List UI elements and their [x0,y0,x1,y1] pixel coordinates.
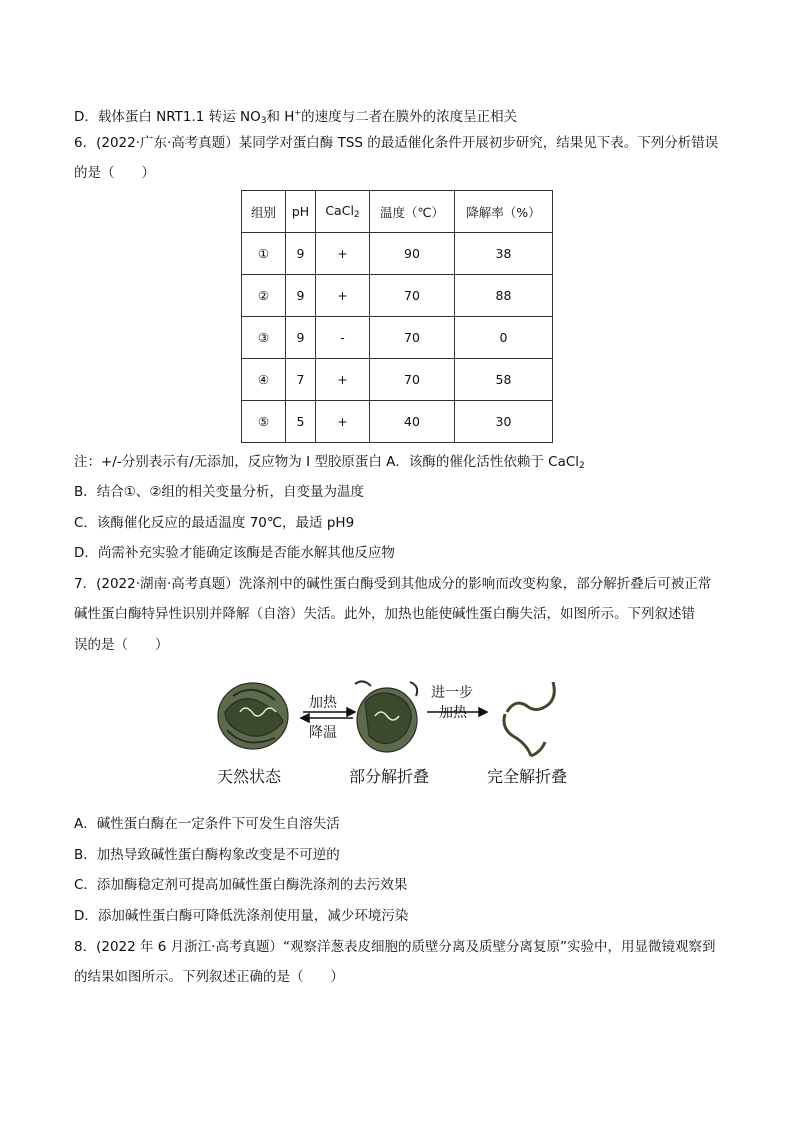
cell-ph: 5 [286,401,316,443]
cell-group: ③ [242,317,286,359]
further-label: 进一步 [431,685,473,701]
table-row [242,317,553,359]
heat2-label: 加热 [439,705,467,721]
native-state-protein-icon [218,683,288,749]
q6-option-c: C．该酶催化反应的最适温度 70℃，最适 pH9 [74,515,355,531]
cell-cacl2: + [316,359,370,401]
q7-option-d: D．添加碱性蛋白酶可降低洗涤剂使用量，减少环境污染 [74,908,409,924]
table-row [242,275,553,317]
cell-group: ⑤ [242,401,286,443]
header-cacl2: CaCl$_2$ [316,191,370,233]
question-7-stem-line1: 7．(2022·湖南·高考真题）洗涤剂中的碱性蛋白酶受到其他成分的影响而改变构象，部分解折叠后可被正常 [74,576,712,592]
cell-temp: 40 [370,401,455,443]
table-row [242,233,553,275]
cell-temp: 70 [370,359,455,401]
cell-ph: 9 [286,233,316,275]
cell-temp: 70 [370,317,455,359]
header-group: 组别 [242,191,286,233]
cell-ph: 7 [286,359,316,401]
cell-ph: 9 [286,275,316,317]
heat-label: 加热 [309,695,337,711]
header-ph: pH [286,191,316,233]
option-d-q5: D．载体蛋白 NRT1.1 转运 $NO_3$和 H+的速度与二者在膜外的浓度呈正相关 [74,108,518,126]
table-note-and-option-a: 注：+/-分别表示有/无添加，反应物为 I 型胶原蛋白 A．该酶的催化活性依赖于 CaCl$_2$ [74,454,585,471]
cell-temp: 70 [370,275,455,317]
table-row [242,359,553,401]
header-degradation-rate: 降解率（%） [455,191,553,233]
cell-rate: 30 [455,401,553,443]
cell-group: ② [242,275,286,317]
q6-option-b: B．结合①、②组的相关变量分析，自变量为温度 [74,484,364,500]
cell-group: ① [242,233,286,275]
cell-cacl2: + [316,275,370,317]
q7-option-b: B．加热导致碱性蛋白酶构象改变是不可逆的 [74,847,340,863]
q6-option-d: D．尚需补充实验才能确定该酶是否能水解其他反应物 [74,545,395,561]
cell-rate: 58 [455,359,553,401]
question-7-stem-line3: 误的是（ ） [74,637,169,653]
cell-ph: 9 [286,317,316,359]
protein-unfolding-figure [205,672,585,800]
state-native-label: 天然状态 [217,767,282,786]
header-temperature: 温度（℃） [370,191,455,233]
cell-cacl2: - [316,317,370,359]
q7-option-a: A．碱性蛋白酶在一定条件下可发生自溶失活 [74,816,340,832]
cell-cacl2: + [316,233,370,275]
table-row [242,401,553,443]
question-6-stem-line2: 的是（ ） [74,165,155,181]
cell-rate: 0 [455,317,553,359]
partially-unfolded-protein-icon [355,681,417,752]
cool-label: 降温 [309,725,337,741]
cell-group: ④ [242,359,286,401]
state-full-label: 完全解折叠 [487,767,568,786]
table-header-row [242,191,553,233]
enzyme-results-table [241,190,553,443]
question-8-stem-line1: 8．(2022 年 6 月浙江·高考真题）“观察洋葱表皮细胞的质壁分离及质壁分离复原”实验中，用显微镜观察到 [74,939,716,955]
cell-cacl2: + [316,401,370,443]
fully-unfolded-protein-icon [504,682,554,756]
question-7-stem-line2: 碱性蛋白酶特异性识别并降解（自溶）失活。此外，加热也能使碱性蛋白酶失活，如图所示。下列叙述错 [74,606,695,622]
question-8-stem-line2: 的结果如图所示。下列叙述正确的是（ ） [74,969,344,985]
cell-rate: 38 [455,233,553,275]
question-6-stem-line1: 6．(2022·广东·高考真题）某同学对蛋白酶 TSS 的最适催化条件开展初步研究，结果见下表。下列分析错误 [74,135,719,151]
state-partial-label: 部分解折叠 [349,767,430,786]
cell-temp: 90 [370,233,455,275]
cell-rate: 88 [455,275,553,317]
q7-option-c: C．添加酶稳定剂可提高加碱性蛋白酶洗涤剂的去污效果 [74,877,408,893]
